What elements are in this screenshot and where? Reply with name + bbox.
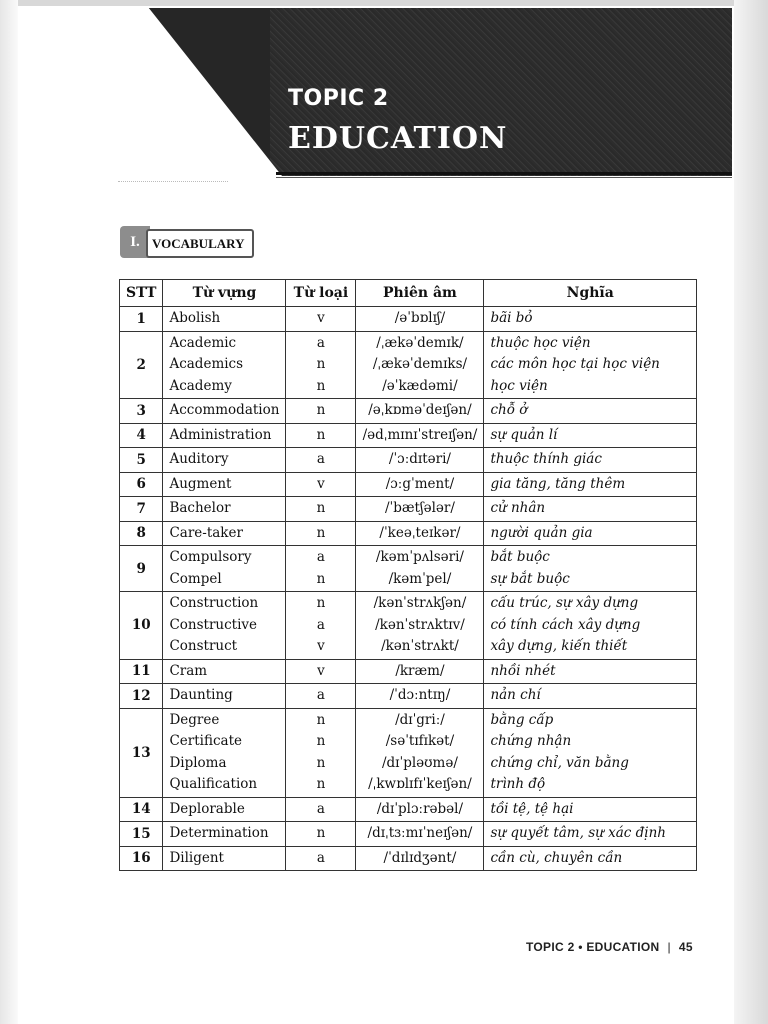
phonetic: /ˈdɪlɪdʒənt/ <box>383 849 457 866</box>
phonetic-cell <box>356 846 484 871</box>
vocab-word: Abolish <box>169 310 221 326</box>
meaning-cell <box>484 423 697 448</box>
meaning: tồi tệ, tệ hại <box>490 800 574 817</box>
part-of-speech-cell <box>286 307 356 332</box>
vocab-word: Construct <box>169 638 238 654</box>
part-of-speech-cell <box>286 472 356 497</box>
meaning-cell <box>484 822 697 847</box>
phonetic: /ɔːgˈment/ <box>385 475 455 492</box>
vocab-word: Augment <box>169 475 232 492</box>
phonetic: /ədˌmɪnɪˈstreɪʃən/ <box>362 426 478 443</box>
column-header-word: Từ vựng <box>163 280 286 307</box>
phonetic: /ˌækəˈdemɪk/ <box>376 334 464 351</box>
vocab-word: Administration <box>169 426 272 443</box>
part-of-speech: v <box>317 475 325 492</box>
table-row <box>120 497 697 522</box>
running-title: TOPIC 2 • EDUCATION <box>526 940 660 954</box>
table-row <box>120 659 697 684</box>
phonetic: /dɪˌtɜːmɪˈneɪʃən/ <box>367 825 473 841</box>
vocab-word: Constructive <box>169 616 258 633</box>
part-of-speech: n <box>316 356 326 372</box>
meaning: người quản gia <box>490 524 593 541</box>
meaning: nản chí <box>490 687 541 703</box>
vocab-word: Certificate <box>169 733 242 749</box>
table-row <box>120 846 697 871</box>
meaning: gia tăng, tăng thêm <box>490 475 626 492</box>
part-of-speech-cell <box>286 497 356 522</box>
row-number: 8 <box>120 521 163 546</box>
phonetic-cell <box>356 331 484 399</box>
phonetic: /əˈkædəmi/ <box>382 377 458 394</box>
vocab-word-cell <box>163 684 286 709</box>
row-number: 14 <box>120 797 163 822</box>
vocab-word-cell <box>163 822 286 847</box>
meaning-cell <box>484 307 697 332</box>
meaning: sự quyết tâm, sự xác định <box>490 825 666 841</box>
meaning: bãi bỏ <box>490 310 533 326</box>
row-number: 3 <box>120 399 163 424</box>
row-number: 11 <box>120 659 163 684</box>
meaning-cell <box>484 659 697 684</box>
part-of-speech-cell <box>286 797 356 822</box>
vocab-word: Compel <box>169 570 222 587</box>
part-of-speech: n <box>316 402 326 418</box>
vocab-word: Qualification <box>169 776 258 792</box>
vocab-word-cell <box>163 331 286 399</box>
topic-number: TOPIC 2 <box>288 86 389 111</box>
table-row <box>120 546 697 592</box>
meaning: các môn học tại học viện <box>490 356 660 372</box>
meaning-cell <box>484 684 697 709</box>
phonetic: /kræm/ <box>395 662 445 679</box>
row-number: 16 <box>120 846 163 871</box>
row-number: 6 <box>120 472 163 497</box>
part-of-speech: n <box>316 711 326 728</box>
table-row <box>120 684 697 709</box>
column-header-meaning: Nghĩa <box>484 280 697 307</box>
part-of-speech-cell <box>286 546 356 592</box>
vocab-word-cell <box>163 659 286 684</box>
phonetic: /kəmˈpʌlsəri/ <box>375 549 464 565</box>
vocab-word-cell <box>163 497 286 522</box>
part-of-speech: n <box>316 595 326 611</box>
table-row <box>120 423 697 448</box>
meaning-cell <box>484 592 697 660</box>
meaning-cell <box>484 331 697 399</box>
meaning: chỗ ở <box>490 402 528 418</box>
column-header-ipa: Phiên âm <box>356 280 484 307</box>
row-number: 12 <box>120 684 163 709</box>
part-of-speech: a <box>316 849 325 866</box>
meaning: cấu trúc, sự xây dựng <box>490 595 639 611</box>
table-row <box>120 472 697 497</box>
table-row <box>120 521 697 546</box>
phonetic: /dɪˈplɔːrəbəl/ <box>376 800 464 817</box>
phonetic-cell <box>356 423 484 448</box>
scan-edge-right <box>734 0 768 1024</box>
meaning: chứng nhận <box>490 733 572 749</box>
meaning: bằng cấp <box>490 711 554 728</box>
banner-rule <box>276 172 732 175</box>
table-row <box>120 448 697 473</box>
phonetic: /əˈbɒlɪʃ/ <box>394 310 446 326</box>
part-of-speech: a <box>316 549 325 565</box>
phonetic: /ˈkeəˌteɪkər/ <box>379 524 461 541</box>
phonetic: /kənˈstrʌkt/ <box>381 638 459 654</box>
vocab-word-cell <box>163 797 286 822</box>
banner-rule-thin <box>276 177 732 178</box>
vocab-word-cell <box>163 846 286 871</box>
meaning: chứng chỉ, văn bằng <box>490 754 629 771</box>
vocab-word-cell <box>163 307 286 332</box>
meaning: bắt buộc <box>490 549 550 565</box>
page-number: 45 <box>678 940 693 954</box>
vocab-word-cell <box>163 423 286 448</box>
vocab-word-cell <box>163 399 286 424</box>
vocab-word-cell <box>163 448 286 473</box>
part-of-speech: n <box>316 500 326 516</box>
meaning-cell <box>484 472 697 497</box>
vocab-word: Accommodation <box>169 402 280 418</box>
row-number: 15 <box>120 822 163 847</box>
meaning-cell <box>484 521 697 546</box>
part-of-speech: a <box>316 334 325 351</box>
meaning: sự quản lí <box>490 426 558 443</box>
vocab-word: Determination <box>169 825 269 841</box>
phonetic-cell <box>356 708 484 797</box>
table-row <box>120 797 697 822</box>
scan-edge-left <box>0 0 18 1024</box>
table-body <box>120 307 697 871</box>
phonetic: /ˌækəˈdemɪks/ <box>372 356 468 372</box>
vocab-word: Cram <box>169 662 208 679</box>
phonetic: /kənˈstrʌktɪv/ <box>375 616 465 633</box>
table-row <box>120 331 697 399</box>
meaning: thuộc thính giác <box>490 451 602 467</box>
vocab-word: Care-taker <box>169 524 243 541</box>
vocab-word: Academics <box>169 356 244 372</box>
part-of-speech: n <box>316 377 326 394</box>
part-of-speech-cell <box>286 846 356 871</box>
phonetic: /ˈdɔːntɪŋ/ <box>389 687 451 703</box>
meaning-cell <box>484 546 697 592</box>
page-footer <box>526 940 693 954</box>
meaning-cell <box>484 846 697 871</box>
row-number: 5 <box>120 448 163 473</box>
vocab-word: Construction <box>169 595 259 611</box>
phonetic-cell <box>356 472 484 497</box>
row-number: 9 <box>120 546 163 592</box>
vocab-word-cell <box>163 708 286 797</box>
vocab-word: Auditory <box>169 451 229 467</box>
phonetic: /əˌkɒməˈdeɪʃən/ <box>368 402 472 418</box>
part-of-speech: v <box>317 638 325 654</box>
vocab-word: Bachelor <box>169 500 231 516</box>
vocab-word: Diligent <box>169 849 224 866</box>
meaning: trình độ <box>490 776 546 792</box>
table-row <box>120 399 697 424</box>
vocab-word-cell <box>163 546 286 592</box>
part-of-speech-cell <box>286 659 356 684</box>
row-number: 2 <box>120 331 163 399</box>
part-of-speech: a <box>316 687 325 703</box>
scan-edge-top <box>0 0 768 6</box>
row-number: 7 <box>120 497 163 522</box>
phonetic-cell <box>356 448 484 473</box>
part-of-speech: v <box>317 310 325 326</box>
vocab-word-cell <box>163 472 286 497</box>
part-of-speech-cell <box>286 708 356 797</box>
phonetic-cell <box>356 592 484 660</box>
table-header-row <box>120 280 697 307</box>
phonetic-cell <box>356 307 484 332</box>
vocab-word: Daunting <box>169 687 233 703</box>
part-of-speech-cell <box>286 822 356 847</box>
row-number: 10 <box>120 592 163 660</box>
phonetic: /səˈtɪfɪkət/ <box>385 733 455 749</box>
column-header-stt: STT <box>120 280 163 307</box>
meaning-cell <box>484 448 697 473</box>
meaning: cần cù, chuyên cần <box>490 849 623 866</box>
meaning-cell <box>484 399 697 424</box>
phonetic-cell <box>356 546 484 592</box>
part-of-speech-cell <box>286 331 356 399</box>
phonetic-cell <box>356 684 484 709</box>
phonetic: /ˌkwɒlɪfɪˈkeɪʃən/ <box>368 776 472 792</box>
part-of-speech: a <box>316 616 325 633</box>
row-number: 1 <box>120 307 163 332</box>
meaning-cell <box>484 797 697 822</box>
phonetic: /dɪˈpləʊmə/ <box>381 754 458 771</box>
column-header-pos: Từ loại <box>286 280 356 307</box>
part-of-speech: n <box>316 776 326 792</box>
meaning: có tính cách xây dựng <box>490 616 641 633</box>
section-number: I. <box>120 226 150 258</box>
vocab-word: Academy <box>169 377 232 394</box>
phonetic-cell <box>356 497 484 522</box>
table-row <box>120 592 697 660</box>
vocab-word-cell <box>163 592 286 660</box>
phonetic: /ˈbætʃələr/ <box>384 500 455 516</box>
part-of-speech: n <box>316 825 326 841</box>
phonetic-cell <box>356 822 484 847</box>
phonetic: /kəmˈpel/ <box>388 570 452 587</box>
part-of-speech: n <box>316 524 326 541</box>
part-of-speech: v <box>317 662 325 679</box>
meaning: sự bắt buộc <box>490 570 570 587</box>
vocab-word: Degree <box>169 711 220 728</box>
part-of-speech: n <box>316 570 326 587</box>
part-of-speech: a <box>316 800 325 817</box>
meaning: thuộc học viện <box>490 334 591 351</box>
meaning-cell <box>484 497 697 522</box>
row-number: 4 <box>120 423 163 448</box>
table-row <box>120 822 697 847</box>
vocab-word: Compulsory <box>169 549 252 565</box>
meaning-cell <box>484 708 697 797</box>
phonetic: /dɪˈgriː/ <box>395 711 445 728</box>
part-of-speech-cell <box>286 521 356 546</box>
section-badge <box>120 226 250 258</box>
row-number: 13 <box>120 708 163 797</box>
vocabulary-table <box>119 279 697 871</box>
section-title: VOCABULARY <box>146 229 254 258</box>
phonetic-cell <box>356 797 484 822</box>
vocab-word: Deplorable <box>169 800 245 817</box>
scan-speckle <box>118 181 228 184</box>
table-row <box>120 307 697 332</box>
phonetic-cell <box>356 659 484 684</box>
vocab-word: Diploma <box>169 754 227 771</box>
part-of-speech-cell <box>286 592 356 660</box>
meaning: cử nhân <box>490 500 546 516</box>
phonetic: /kənˈstrʌkʃən/ <box>373 595 467 611</box>
vocab-word: Academic <box>169 334 237 351</box>
meaning: nhồi nhét <box>490 662 556 679</box>
part-of-speech-cell <box>286 684 356 709</box>
phonetic-cell <box>356 399 484 424</box>
meaning: học viện <box>490 377 548 394</box>
footer-separator: | <box>667 940 671 954</box>
part-of-speech-cell <box>286 399 356 424</box>
phonetic: /ˈɔːdɪtəri/ <box>388 451 451 467</box>
vocab-word-cell <box>163 521 286 546</box>
part-of-speech: n <box>316 754 326 771</box>
part-of-speech: a <box>316 451 325 467</box>
topic-title: EDUCATION <box>288 121 508 156</box>
part-of-speech-cell <box>286 423 356 448</box>
phonetic-cell <box>356 521 484 546</box>
meaning: xây dựng, kiến thiết <box>490 638 628 654</box>
part-of-speech: n <box>316 733 326 749</box>
part-of-speech: n <box>316 426 326 443</box>
part-of-speech-cell <box>286 448 356 473</box>
table-row <box>120 708 697 797</box>
